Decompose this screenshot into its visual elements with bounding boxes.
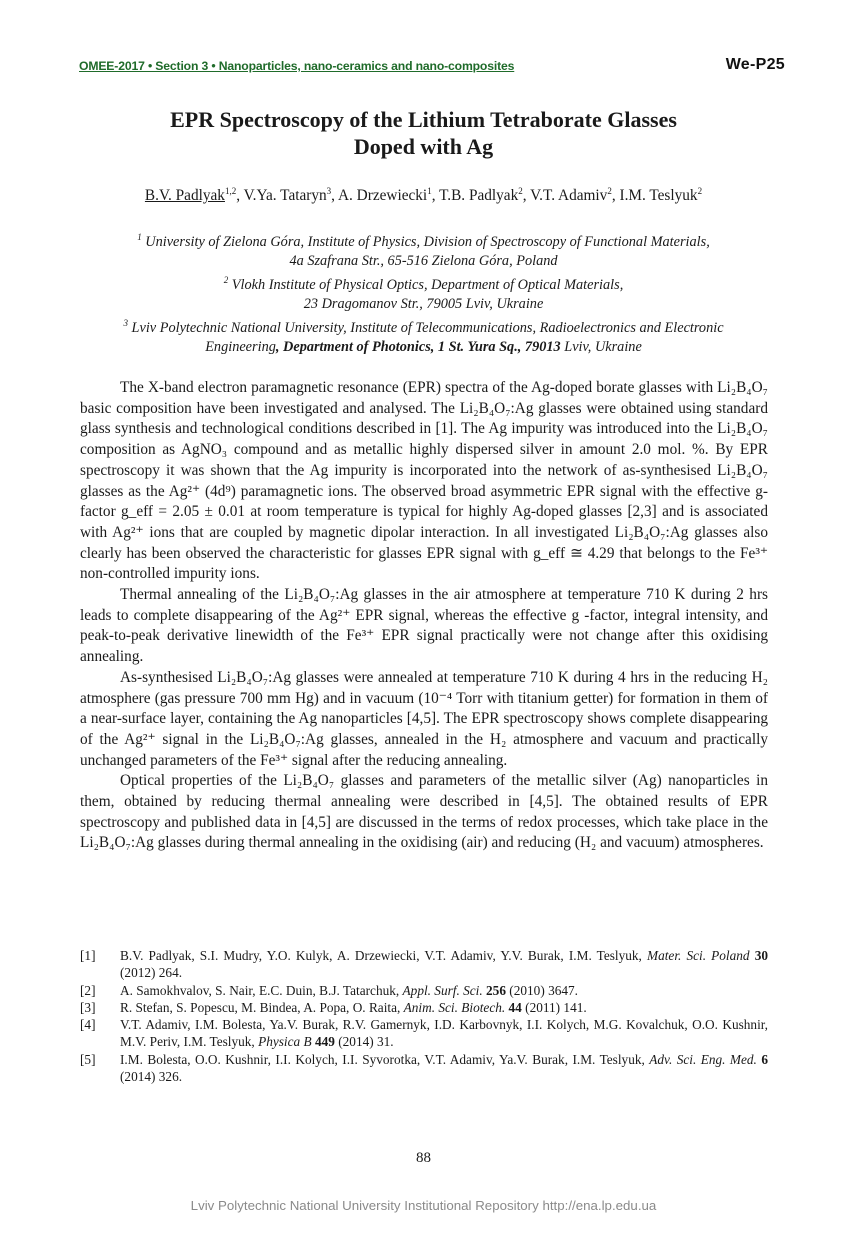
reference-journal: Appl. Surf. Sci. [402, 982, 483, 998]
author-affil-sup: 2 [607, 186, 612, 196]
title-line-1: EPR Spectroscopy of the Lithium Tetraborate Glasses [170, 107, 677, 132]
reference-authors: V.T. Adamiv, I.M. Bolesta, Ya.V. Burak, R.V. Gamernyk, I.D. Karbovnyk, I.I. Kolych, M.G. Kovalchuk, O.O. Kushnir, M.V. Periv, I.M. Teslyuk, [120, 1017, 768, 1050]
conference-header: OMEE-2017 • Section 3 • Nanoparticles, nano-ceramics and nano-composites [79, 59, 515, 73]
paper-title [80, 106, 767, 160]
affil-sup: 2 [223, 275, 229, 286]
reference-volume: 449 [314, 1034, 335, 1050]
paragraph: Thermal annealing of the Li₂B₄O₇:Ag glasses in the air atmosphere at temperature 710 K during 2 hrs leads to complete disappearing of the Ag²⁺ EPR signal, whereas the effective g -factor, integral intensity, and peak-to-peak derivative linewidth of the Fe³⁺ EPR signal practically were not change after this oxidising annealing. [80, 586, 768, 666]
reference-year-pages: (2012) 264. [120, 965, 183, 981]
reference-authors: B.V. Padlyak, S.I. Mudry, Y.O. Kulyk, A. Drzewiecki, V.T. Adamiv, Y.V. Burak, I.M. Teslyuk, [120, 948, 647, 963]
affiliation-3 [70, 314, 777, 338]
reference-number: [1] [80, 948, 96, 963]
affiliations [70, 228, 777, 358]
affil-sup: 1 [137, 232, 142, 242]
reference-text [120, 1051, 768, 1086]
reference-authors: R. Stefan, S. Popescu, M. Bindea, A. Popa, O. Raita, [120, 999, 404, 1015]
reference-year-pages: (2011) 141. [521, 999, 587, 1015]
reference-number: [4] [80, 1017, 96, 1033]
paragraph: Optical properties of the Li₂B₄O₇ glasses and parameters of the metallic silver (Ag) nanoparticles in them, obtained by reducing thermal annealing were described in [4,5]. The obtained results of EPR spectroscopy and published data in [4,5] are discussed in the terms of redox processes, which take place in the Li₂B₄O₇:Ag glasses during thermal annealing in the oxidising (air) and reducing (H₂ and vacuum) atmospheres. [80, 772, 768, 852]
affil-text: Vlokh Institute of Physical Optics, Department of Optical Materials, [231, 276, 624, 293]
reference-item [80, 1051, 768, 1086]
page-number: 88 [416, 1150, 431, 1166]
reference-number: [2] [80, 982, 96, 998]
author-name: T.B. Padlyak [439, 187, 519, 205]
reference-text [120, 1016, 768, 1051]
author-name: B.V. Padlyak [144, 187, 225, 205]
reference-text [120, 947, 768, 982]
author-name: V.T. Adamiv [530, 187, 608, 205]
author-affil-sup: 2 [697, 186, 703, 196]
affiliation-3-address [70, 338, 777, 357]
author-affil-sup: 1,2 [224, 186, 237, 196]
affil-text: University of Zielona Góra, Institute of Physics, Division of Spectroscopy of Functional Materials, [145, 233, 710, 250]
reference-year-pages: (2010) 3647. [505, 982, 579, 998]
reference-journal: Adv. Sci. Eng. Med. [649, 1051, 757, 1067]
reference-volume: 256 [486, 982, 506, 998]
reference-journal: Mater. Sci. Poland [647, 948, 750, 963]
reference-item [80, 1016, 768, 1051]
paragraph: The X-band electron paramagnetic resonance (EPR) spectra of the Ag-doped borate glasses with Li₂B₄O₇ basic composition have been investigated and analysed. The Li₂B₄O₇:Ag glasses were obtained using standard glass synthesis and technological conditions described in [1]. The Ag impurity was introduced into the Li₂B₄O₇ composition as AgNO₃ compound and as metallic highly dispersed silver in amount 2.0 mol. %. By EPR spectroscopy it was shown that the Ag impurity is incorporated into the network of as-synthesised Li₂B₄O₇ glasses as the Ag²⁺ (4d⁹) paramagnetic ions. The observed broad asymmetric EPR signal with the effective g-factor g_eff = 2.05 ± 0.01 at room temperature is typical for highly Ag-doped glasses [2,3] and is associated with Ag²⁺ ions that are coupled by magnetic dipolar interaction. In all investigated Li₂B₄O₇:Ag glasses also clearly has been observed the characteristic for glasses EPR signal with g_eff ≅ 4.29 that belongs to the Fe³⁺ non-controlled impurity ions. [80, 379, 768, 583]
reference-journal: Physica B [258, 1034, 312, 1050]
affiliation-2-address: 23 Dragomanov Str., 79005 Lviv, Ukraine [303, 296, 544, 313]
author-list: B.V. Padlyak$^{1,2}$, V.Ya. Tataryn$^3$, A. Drzewiecki$^1$, T.B. Padlyak$^2$, V.T. Adamiv$^2$, I.M. Teslyuk$^2$ [144, 186, 703, 205]
reference-journal: Anim. Sci. Biotech. [403, 999, 506, 1015]
paragraph: As-synthesised Li₂B₄O₇:Ag glasses were annealed at temperature 710 K during 4 hrs in the reducing H₂ atmosphere (gas pressure 700 mm Hg) and in vacuum (10⁻⁴ Torr with titanium getter) for formation in them of a near-surface layer, containing the Ag nanoparticles [4,5]. The EPR spectroscopy shows complete disappearing of the Ag²⁺ signal in the Li₂B₄O₇:Ag glasses, annealed in the H₂ atmosphere and vacuum and practically unchanged parameters of the Fe³⁺ signal after the reducing annealing. [80, 668, 768, 769]
author-name: V.Ya. Tataryn [243, 187, 327, 205]
affil-text: Lviv, Ukraine [560, 339, 642, 356]
author-name: I.M. Teslyuk [619, 187, 698, 205]
abstract-body [80, 378, 768, 854]
reference-year-pages: (2014) 326. [120, 1069, 183, 1085]
reference-text [120, 999, 768, 1016]
reference-item [80, 999, 768, 1016]
reference-authors: I.M. Bolesta, O.O. Kushnir, I.I. Kolych, I.I. Syvorotka, V.T. Adamiv, Ya.V. Burak, I.M. Teslyuk, [120, 1051, 650, 1067]
reference-volume: 30 [754, 948, 768, 963]
affiliation-2 [70, 271, 777, 295]
affil-text-bold: , Department of Photonics, 1 St. Yura Sq., 79013 [275, 339, 561, 356]
repository-footer: Lviv Polytechnic National University Institutional Repository http://ena.lp.edu.ua [190, 1198, 657, 1213]
affil-sup: 3 [123, 318, 128, 329]
author-affil-sup: 1 [427, 186, 432, 196]
affiliation-1 [70, 228, 777, 252]
reference-text [120, 982, 768, 999]
reference-volume: 6 [761, 1051, 768, 1067]
reference-authors: A. Samokhvalov, S. Nair, E.C. Duin, B.J. Tatarchuk, [120, 982, 403, 998]
affil-text: Lviv Polytechnic National University, Institute of Telecommunications, Radioelectronics and Electronic [131, 320, 724, 337]
reference-volume: 44 [508, 999, 522, 1015]
reference-year-pages: (2014) 31. [334, 1034, 394, 1050]
reference-item [80, 947, 768, 982]
reference-number: [3] [80, 999, 96, 1015]
reference-number: [5] [80, 1051, 96, 1067]
paper-code: We-P25 [725, 56, 785, 73]
author-affil-sup: 2 [518, 186, 523, 196]
affiliation-1-address: 4a Szafrana Str., 65-516 Zielona Góra, Poland [289, 252, 558, 269]
title-line-2: Doped with Ag [353, 134, 494, 159]
author-name: A. Drzewiecki [337, 187, 428, 205]
author-affil-sup: 3 [326, 186, 332, 196]
reference-list [80, 947, 768, 1085]
reference-item [80, 982, 768, 999]
affil-text: Engineering [205, 339, 276, 356]
